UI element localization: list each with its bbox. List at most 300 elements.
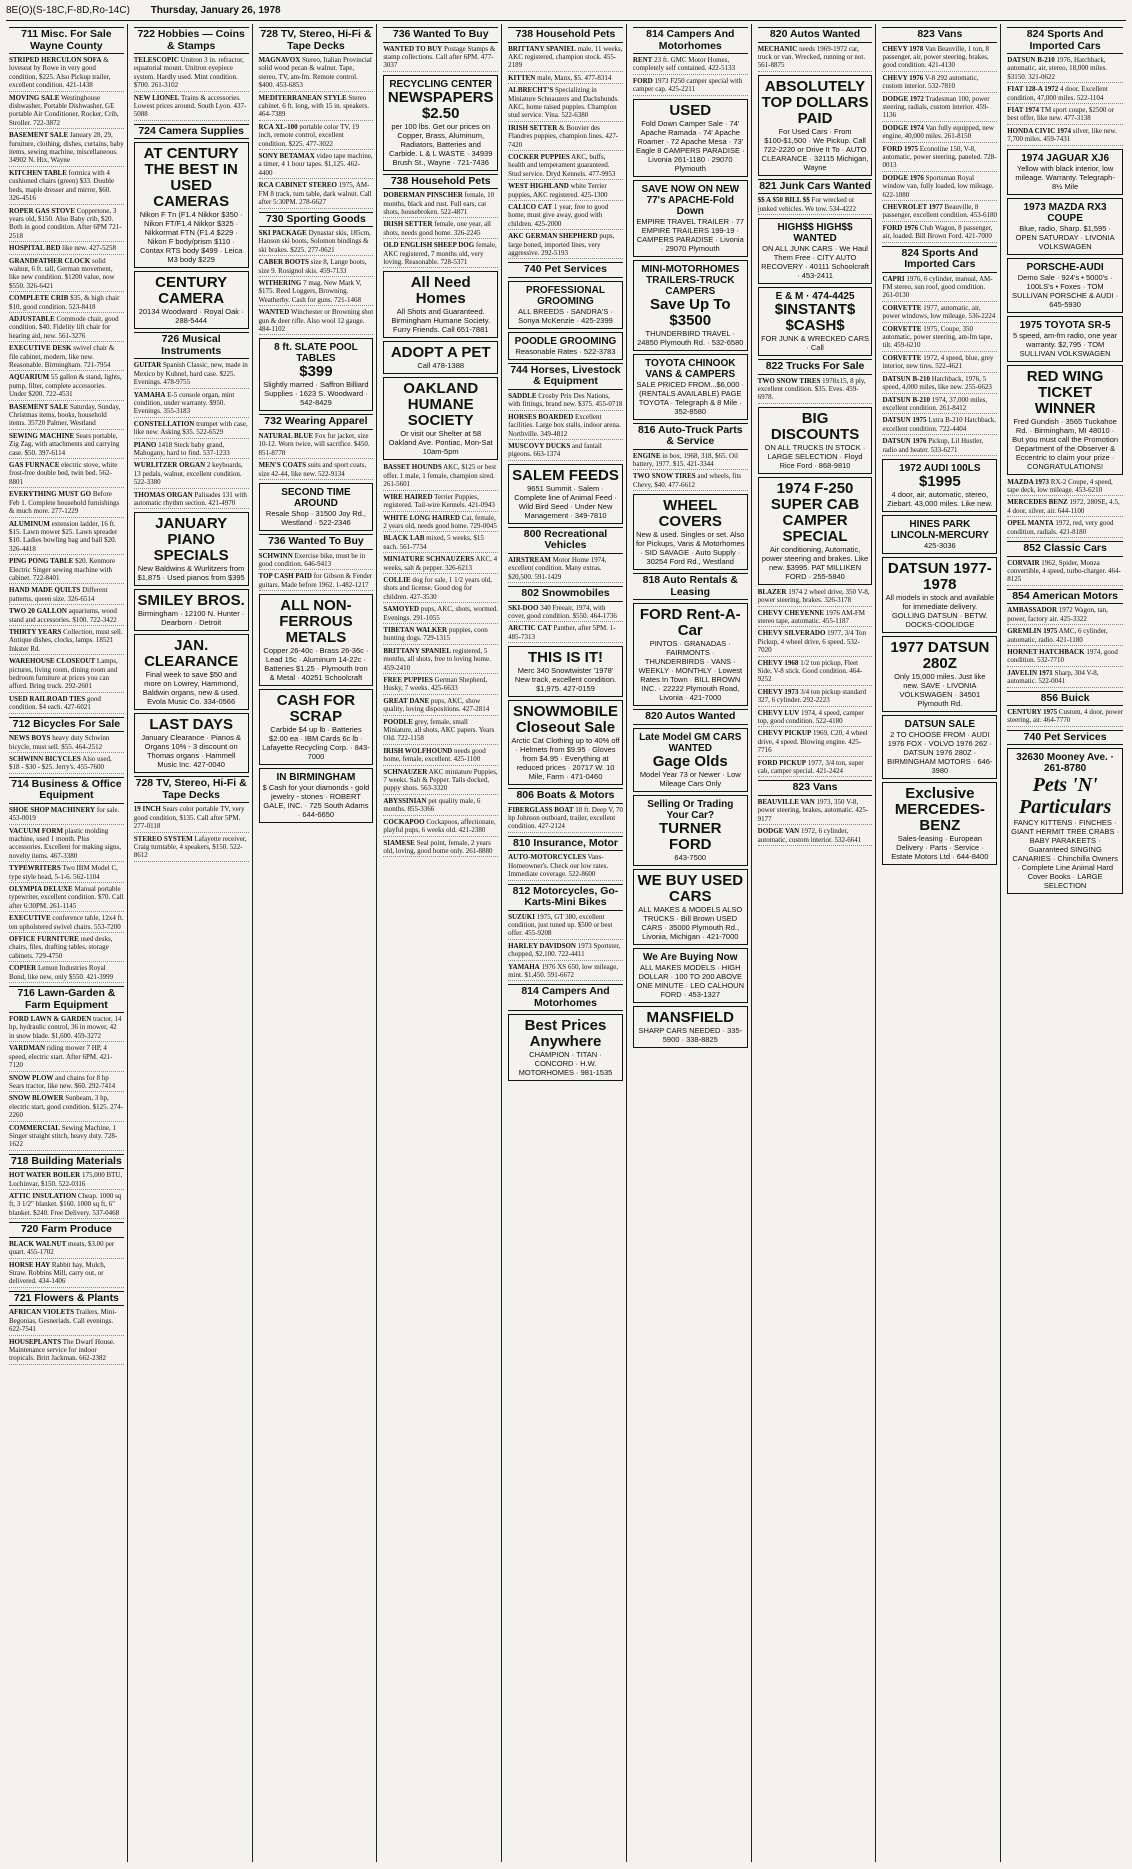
classified-ad (259, 56, 374, 92)
ad-title: KITTEN (508, 73, 536, 82)
ad-title: DATSUN B-210 (882, 374, 930, 383)
ad-title: $$ A $50 BILL $$ (757, 196, 810, 205)
ad-title: ADJUSTABLE (9, 314, 55, 323)
section-heading: 820 Autos Wanted (633, 709, 748, 725)
classified-ad (758, 759, 873, 778)
display-ad (134, 634, 249, 710)
classified-ad (508, 392, 623, 411)
classified-ad (1007, 127, 1123, 146)
display-ad-subhead: POODLE GROOMING (514, 335, 617, 347)
section-heading: 730 Sporting Goods (259, 212, 374, 228)
ad-title: FIAT 128-A 1972 (1007, 85, 1059, 94)
ad-text: 23 ft. GMC Motor Homes, completely self contained. 422-5133 (632, 56, 736, 73)
ad-text: Fox fur jacket, size 10-12. Worn twice, will sacrifice. $450. 851-8778 (258, 431, 370, 457)
ad-title: HOT WATER BOILER (9, 1171, 81, 1180)
ad-text: Westinghouse dishwasher, Portable Dishwasher, GE portable Air Conditioner, Rocker, Crib, Stroller. 722-3872 (9, 93, 119, 127)
display-ad (633, 1006, 748, 1048)
classified-ad (383, 626, 498, 645)
ad-text: heavy duty Schwinn bicycle, must sell. $55. 464-2512 (9, 734, 110, 751)
display-ad-subhead: DATSUN SALE (904, 718, 976, 730)
ad-title: TOP CASH PAID (258, 572, 312, 581)
classified-ad (882, 203, 997, 222)
ad-title: IRISH SETTER (383, 220, 433, 229)
ad-text: Sunbeam, 3 hp, electric start, good condition. $125. 274-2260 (9, 1094, 123, 1120)
classified-ad (508, 942, 623, 961)
classified-ad (1007, 56, 1123, 83)
classified-ad (259, 461, 374, 480)
classified-ad (259, 432, 374, 459)
ad-text: conference table, 12x4 ft. ten upholstered swivel chairs. 553-7200 (9, 914, 124, 931)
classified-ad (383, 493, 498, 512)
ad-title: OFFICE FURNITURE (9, 935, 79, 944)
ad-title: KITCHEN TABLE (9, 168, 67, 177)
ad-title: MERCEDES BENZ (1007, 498, 1068, 507)
ad-title: TIBETAN WALKER (383, 625, 448, 634)
display-ad (508, 646, 623, 697)
display-ad-subhead: HINES PARK LINCOLN-MERCURY (890, 518, 989, 541)
ad-text: 1/2 ton pickup, Fleet Side, V-8 stick. Good condition. 464-9252 (757, 658, 863, 684)
ad-text: Pickup, Lil Hustler, radio and heater. 533-6271 (882, 437, 984, 454)
ad-title: YAMAHA (133, 390, 166, 399)
ad-title: HOUSEPLANTS (9, 1337, 62, 1346)
ad-text: Before Feb 1. Complete household furnishings & much more. 277-1229 (9, 490, 120, 516)
ad-text: 1975, Coupe, 350 automatic, power steering, am-fm tape, tilt. 459-6210 (882, 324, 993, 350)
ad-title: SHOE SHOP MACHINERY (9, 805, 96, 814)
ad-text: AKC, buffs, health and temperament guaranteed. Stud service. Dryd Kennels. 477-9953 (508, 152, 616, 178)
display-ad-body: For Used Cars · From $100-$1,500 · We Pickup. Call 722-2220 or Drive It To · AUTO CLEARANCE · 32115 Michigan, Wayne (761, 126, 869, 172)
ad-title: DODGE 1976 (882, 173, 924, 182)
ad-title: NEW LIONEL (133, 93, 180, 102)
section-heading: 856 Buick (1007, 691, 1123, 707)
classified-ad (383, 220, 498, 239)
section-heading: 722 Hobbies — Coins & Stamps (134, 27, 249, 54)
ad-text: used desks, chairs, files, drafting tables, storage cabinets. 729-4750 (9, 935, 113, 960)
classified-ad (383, 839, 498, 858)
display-ad (633, 795, 748, 866)
ad-text: Cheap. 1000 sq ft, 3 1/2" blanket. $160. 1000 sq ft, 6" blanket. $240. Free Delivery. 537-0468 (9, 1192, 122, 1217)
ad-text: male, 11 weeks, AKC registered, champion stock. 455-2189 (508, 44, 623, 70)
classified-ad (259, 123, 374, 150)
ad-text: Panther, after 5PM. 1-485-7313 (508, 624, 616, 641)
display-ad (633, 354, 748, 420)
ad-title: DOBERMAN PINSCHER (383, 191, 463, 200)
classified-ad (758, 196, 873, 215)
ad-title: DODGE 1974 (882, 123, 924, 132)
ad-title: CABER BOOTS (258, 258, 309, 267)
display-ad-body: ON ALL JUNK CARS · We Haul Them Free · CITY AUTO RECOVERY · 40111 Schoolcraft · 453-2411 (761, 244, 869, 281)
ad-text: Coppertone, 3 years old, $150. Also Baby crib, $20. Both in good condition. After 6PM 721-2518 (9, 206, 122, 240)
section-heading: 818 Auto Rentals & Leasing (633, 573, 748, 600)
ad-text: puppies, coon hunting dogs. 729-1315 (383, 625, 488, 643)
section-heading: 852 Classic Cars (1007, 541, 1123, 557)
display-ad-body: New Baldwins & Wurlitzers from $1,875 · Used pianos from $395 (137, 564, 245, 583)
classified-ad (9, 1044, 124, 1071)
display-ad (1007, 258, 1123, 313)
ad-text: Sewing Machine, 1 Singer straight stitch, heavy duty. 728-1622 (9, 1123, 118, 1149)
classified-ad (9, 403, 124, 430)
ad-title: SADDLE (508, 391, 537, 400)
display-ad-body: EMPIRE TRAVEL TRAILER · 77 EMPIRE TRAILERS 199-19 · CAMPERS PARADISE · Livonia · 29070 Plymouth (636, 216, 745, 253)
section-heading: 816 Auto-Truck Parts & Service (633, 423, 748, 450)
display-ad-body: ALL MAKES & MODELS ALSO TRUCKS · Bill Brown USED CARS · 35000 Plymouth Rd., Livonia, Michigan · 421-7000 (638, 904, 743, 941)
classified-ad (134, 56, 249, 92)
ad-text: Stereo cabinet. 6 ft. long, with 15 in. speakers. 464-7389 (258, 93, 369, 119)
classified-ad (758, 798, 873, 825)
section-heading: 718 Building Materials (9, 1154, 124, 1170)
ad-title: ATTIC INSULATION (9, 1192, 77, 1201)
ad-title: AQUARIUM (9, 373, 50, 382)
classified-ad (758, 659, 873, 686)
ad-title: TELESCOPIC (133, 56, 179, 64)
classified-column (505, 24, 627, 1862)
classified-ad (9, 1240, 124, 1259)
display-ad (383, 271, 498, 338)
classified-ad (9, 1338, 124, 1365)
display-ad-subhead: We Are Buying Now (643, 951, 738, 963)
ad-title: TWO SNOW TIRES (632, 472, 696, 481)
classified-ad (1007, 708, 1123, 727)
display-ad-headline: WHEEL COVERS (658, 497, 722, 531)
display-ad (383, 75, 498, 171)
display-ad (882, 557, 997, 633)
ad-title: FIBERGLASS BOAT (508, 805, 574, 814)
ad-text: 1972, 280SE, 4.5, 4 door, silver, air. 644-1100 (1007, 498, 1120, 515)
display-ad-headline: RED WING TICKET WINNER (1026, 367, 1104, 417)
ad-text: 55 gallon & stand, lights, pump, filter, complete accessories. Under $200. 722-4531 (9, 373, 122, 399)
classified-ad (9, 461, 124, 488)
classified-ad (882, 124, 997, 143)
display-ad-subhead: PROFESSIONAL GROOMING (526, 284, 605, 307)
display-ad-body: Call 478-1388 (417, 361, 465, 371)
classified-ad (9, 1015, 124, 1042)
display-ad-headline: FORD Rent-A-Car (639, 606, 741, 640)
classified-ad (383, 697, 498, 716)
ad-text: German Shepherd, Husky, 7 weeks. 425-6633 (383, 676, 488, 693)
classified-ad (758, 688, 873, 707)
display-ad (633, 948, 748, 1003)
ad-text: 1418 Steck baby grand, Mahogany, hard to find. 537-1233 (133, 440, 230, 457)
ad-text: 1976, 6 cylinder, manual, AM-FM stereo, sun roof, good condition. 261-0130 (882, 274, 993, 300)
ad-title: MAGNAVOX (258, 56, 301, 64)
classified-ad (508, 153, 623, 180)
ad-title: TYPEWRITERS (9, 864, 61, 873)
ad-text: 1972, 6 cylinder, automatic, custom interior. 532-6641 (757, 827, 862, 844)
display-ad (633, 99, 748, 177)
display-ad (508, 1014, 623, 1081)
ad-title: FORD (632, 76, 653, 85)
ad-text: needs good home, female, excellent. 425-1100 (383, 746, 486, 764)
classified-ad (882, 174, 997, 201)
display-ad (633, 869, 748, 945)
ad-text: Lamps, pictures, living room, dining room and bedroom furniture at prices you can afford. Bring truck. 292-2601 (9, 657, 118, 691)
ad-title: SNOW BLOWER (9, 1094, 64, 1103)
ad-text: Postage Stamps & stamp collections. Call after 6PM. 477-3037 (383, 44, 496, 70)
ad-text: 3/4 ton pickup standard 327, 6 cylinder. 292-2223 (757, 687, 867, 705)
ad-text: needs 1969-1972 car, truck or van. Wrecked, running or not. 561-8875 (757, 44, 866, 70)
classified-ad (1007, 606, 1123, 625)
ad-text: 1974 2 wheel drive, 350 V-8, power steering, brakes. 326-3178 (757, 587, 870, 605)
display-ad-body: Sales-leasing · European Delivery · Parts · Service · Estate Motors Ltd · 644-8400 (891, 833, 989, 861)
classified-ad (383, 718, 498, 745)
display-ad-body: Model Year 73 or Newer · Low Mileage Cars Only (639, 769, 741, 788)
classified-ad (383, 45, 498, 72)
display-ad-body: Blue, radio, Sharp. $1,595 · OPEN SATURDAY · LIVONIA VOLKSWAGEN (1015, 223, 1115, 251)
display-ad-subhead: SECOND TIME AROUND (281, 487, 351, 509)
display-ad-headline: ALL NON-FERROUS METALS (279, 597, 353, 647)
classified-ad (1007, 559, 1123, 586)
ad-text: Palisades 131 with automatic rhythm section. 421-4970 (133, 490, 247, 508)
display-ad-headline: All Need Homes (410, 274, 471, 308)
display-ad (259, 594, 374, 686)
classified-ad (383, 534, 498, 553)
section-heading: 721 Flowers & Plants (9, 1291, 124, 1307)
section-heading: 814 Campers And Motorhomes (508, 984, 623, 1011)
ad-text: and wheels, fits Chevy, $40. 477-6612 (632, 472, 742, 489)
ad-text: 1972 Wagon, tan, power, factory air. 425-3322 (1007, 606, 1108, 623)
ad-title: GREMLIN 1975 (1007, 627, 1058, 636)
ad-text: plastic molding machine, used 1 month. Plus accessories. Excellent for making signs, novelty items. 467-3380 (9, 826, 121, 860)
ad-title: BEAUVILLE VAN (757, 797, 815, 806)
classified-ad (882, 437, 997, 456)
display-ad-subhead: SAVE NOW ON NEW 77's APACHE-Fold Down (641, 183, 740, 217)
display-ad-subhead: PORSCHE-AUDI (1026, 261, 1104, 273)
ad-text: pups, large boned, imported lines, very aggressive. 292-5193 (508, 232, 615, 258)
display-ad (134, 512, 249, 586)
ad-title: CORVETTE (882, 303, 922, 312)
classified-ad (134, 420, 249, 439)
display-ad-headline: LAST DAYS (149, 716, 233, 734)
ad-title: CHEVY CHEYENNE (757, 608, 825, 617)
display-ad-body: 9651 Summit · Salem · Complete line of Animal Feed · Wild Bird Seed · Under New Management · 349-7810 (514, 483, 617, 520)
display-ad-body: Air conditioning, Automatic, power steering and brakes. Like new. $3995. PAT MILLIKEN FORD · 255-5840 (761, 544, 869, 581)
masthead (6, 4, 1126, 21)
classified-ad (259, 181, 374, 208)
ad-title: HONDA CIVIC 1974 (1007, 126, 1072, 135)
display-ad (633, 728, 748, 792)
classified-ad (9, 94, 124, 130)
classified-ad (383, 676, 498, 695)
ad-text: Custom, 4 door, power steering, air. 464-7770 (1007, 708, 1123, 725)
display-ad-body: FOR JUNK & WRECKED CARS · Call (761, 334, 870, 353)
display-ad (758, 407, 873, 474)
classified-ad (259, 152, 374, 179)
classified-ad (1007, 669, 1123, 688)
ad-title: FORD 1976 (882, 223, 919, 232)
display-ad (633, 180, 748, 257)
display-ad-body: Merc 340 Snowtwister '1978' New track, excellent condition. $1,975. 427-0159 (514, 666, 617, 694)
section-heading: 806 Boats & Motors (508, 788, 623, 804)
ad-title: FORD PICKUP (757, 758, 807, 767)
ad-title: COMPLETE CRIB (9, 294, 69, 303)
ad-title: NATURAL BLUE (258, 431, 314, 440)
ad-text: silver, like new. 7,700 miles. 459-7431 (1007, 126, 1117, 144)
ad-title: SONY BETAMAX (258, 152, 315, 161)
ad-title: FIAT 1974 (1007, 106, 1040, 115)
section-heading: 728 TV, Stereo, Hi-Fi & Tape Decks (134, 776, 249, 803)
classified-ad (9, 755, 124, 774)
classified-ad (383, 463, 498, 490)
ad-title: CHEVY 1978 (882, 44, 924, 53)
section-heading: 824 Sports And Imported Cars (1007, 27, 1123, 54)
ad-text: suits and sport coats, size 42-44, like new. 522-9134 (258, 461, 367, 478)
display-ad-subhead: MINI-MOTORHOMES TRAILERS-TRUCK CAMPERS (641, 263, 740, 297)
classified-ad (9, 344, 124, 371)
classified-ad (1007, 498, 1123, 517)
ad-text: aquariums, wood stand and accessories. $100. 722-3422 (9, 607, 117, 624)
classified-ad (758, 629, 873, 656)
ad-text: portable color TV, 19 inch, remote control, excellent condition. $225. 477-3022 (258, 122, 360, 148)
display-ad (1007, 365, 1123, 475)
ad-title: CHEVROLET 1977 (882, 203, 943, 211)
ad-title: HORSES BOARDED (508, 412, 574, 421)
section-heading: 822 Trucks For Sale (758, 359, 873, 375)
classified-ad (508, 604, 623, 623)
ad-title: WAREHOUSE CLOSEOUT (9, 657, 96, 666)
display-ad-body: FANCY KITTENS · FINCHES · GIANT HERMIT TREE CRABS · BABY PARAKEETS · Guaranteed SINGING CANARIES · Chinchilla Owners · Complete Line Animal Hard Cover Books · LARGE SELECTION (1011, 818, 1120, 891)
ad-title: CORVETTE (882, 324, 922, 333)
display-ad-headline: 1977 DATSUN 280Z (890, 638, 990, 672)
classified-ad (134, 94, 249, 121)
display-ad-body: PINTOS · GRANADAS · FAIRMONTS · THUNDERBIRDS · VANS · WEEKLY · MONTHLY · Lowest Rates In Town · BILL BROWN INC. · 22222 Plymouth Road, Livonia · 421-7000 (638, 639, 743, 703)
section-heading: 820 Autos Wanted (758, 27, 873, 43)
display-ad-subhead: 1973 MAZDA RX3 COUPE (1023, 201, 1107, 224)
display-ad (758, 218, 873, 284)
ad-title: SKI-DOO (508, 603, 539, 612)
ad-text: Rabbit hay, Mulch, Straw. Robbins Mill, carry out, or delivered. 434-1406 (9, 1260, 106, 1286)
display-ad-headline: NEWSPAPERS $2.50 (387, 88, 494, 122)
ad-title: OPEL MANTA (1007, 519, 1054, 528)
ad-title: HAND MADE QUILTS (9, 586, 81, 595)
display-ad-subhead: Selling Or Trading Your Car? (647, 798, 734, 821)
ad-text: 1973 F250 camper special with camper cap. 425-2211 (632, 76, 743, 94)
classified-ad (9, 628, 124, 655)
classified-ad (134, 835, 249, 862)
display-ad-subhead: 1975 TOYOTA SR-5 (1019, 319, 1111, 331)
display-ad (882, 782, 997, 865)
section-heading: 823 Vans (882, 27, 997, 43)
ad-title: WEST HIGHLAND (508, 182, 569, 191)
ad-text: Crosby Prix Des Nations, with fittings, brand new. $375. 455-0718 (508, 391, 623, 409)
ad-title: NEWS BOYS (9, 734, 51, 743)
ad-text: Manual portable typewriter, excellent condition. $70. Call after 6:30PM. 261-1145 (9, 885, 124, 910)
ad-title: MINIATURE SCHNAUZERS (383, 555, 475, 564)
ad-text: Van Beauville, 1 ton, 8 passenger, air, power steering, brakes, good condition. 421-4130 (882, 44, 989, 70)
ad-title: IRISH SETTER (508, 123, 558, 132)
display-ad-headline: JAN. CLEARANCE (144, 637, 239, 671)
display-ad-body: SHARP CARS NEEDED · 335-5900 · 338-8825 (638, 1025, 743, 1044)
display-ad-headline: DATSUN 1977-1978 (887, 559, 992, 593)
display-ad-body: 20134 Woodward · Royal Oak · 288-5444 (138, 307, 244, 326)
classified-ad (383, 768, 498, 795)
section-heading: 728 TV, Stereo, Hi-Fi & Tape Decks (259, 27, 374, 54)
display-ad-headline: JANUARY PIANO SPECIALS (153, 515, 229, 565)
ad-title: BASEMENT SALE (9, 402, 69, 411)
ad-text: Collection, must sell. Antique dishes, clocks, lamps. 18521 Inkster Rd. (9, 627, 123, 653)
display-ad-headline: THIS IS IT! (527, 649, 603, 667)
display-ad (633, 260, 748, 351)
ad-title: ENGINE (632, 451, 661, 460)
ad-text: Cat, female, 2 years old, needs good home. 729-0045 (383, 513, 497, 530)
ad-text: 4 door, Excellent condition, 47,000 miles. 522-1104 (1007, 85, 1108, 102)
classified-ad (1007, 648, 1123, 667)
display-ad-body: Reasonable Rates · 522-3783 (515, 346, 616, 356)
section-heading: 824 Sports And Imported Cars (882, 246, 997, 273)
display-ad (259, 338, 374, 411)
ad-text: TM sport coupe, $2500 or best offer, like new. 477-3138 (1007, 106, 1114, 123)
ad-text: Sears color portable TV, very good condition, $135. Call after 5PM. 277-0118 (133, 805, 245, 831)
classified-ad (882, 304, 997, 323)
classified-ad (259, 279, 374, 306)
ad-title: FORD LAWN & GARDEN (9, 1015, 92, 1024)
ad-title: WIRE HAIRED (383, 492, 433, 501)
display-ad-body: All models in stock and available for immediate delivery. GOLLING DATSUN · BETW. DOCKS-COOLIDGE (885, 592, 995, 629)
ad-text: pet quality male, 6 months. 855-3366 (383, 796, 481, 814)
display-ad-subhead: E & M · 474-4425 (775, 291, 855, 303)
issue-date: Thursday, January 26, 1978 (150, 5, 281, 16)
classified-ad (882, 74, 997, 93)
ad-text: 1976 AM-FM stereo tape, automatic. 455-1187 (757, 608, 865, 625)
display-ad (1007, 149, 1123, 195)
display-ad-body: 643-7500 (674, 852, 707, 862)
display-ad-body: 2 TO CHOOSE FROM · AUDI 1976 FOX · VOLVO 1976 262 · DATSUN 1976 280Z · BIRMINGHAM MOTORS · 646-3980 (887, 729, 993, 775)
ad-title: BLACK LAB (383, 534, 425, 543)
classified-ad (1007, 106, 1123, 125)
ad-text: AKC miniature Puppies, 7 weeks. Salt & Pepper. Tails docked, puppy shots. 563-3320 (383, 767, 498, 793)
display-ad-headline: CASH FOR SCRAP (276, 692, 356, 726)
classified-ad (9, 169, 124, 205)
display-ad-headline: USED (669, 101, 712, 119)
ad-text: Exercise bike, must be in good condition. 646-9413 (258, 551, 366, 568)
display-ad-body: Carbide $4 up lb · Batteries $2.00 ea · IBM Cards 6c lb · Lafayette Recycling Corp. · 843-7000 (262, 725, 370, 762)
ad-title: BLACK WALNUT (9, 1239, 67, 1248)
display-ad-headline: WE BUY USED CARS (637, 871, 744, 905)
display-ad-subhead: Late Model GM CARS WANTED (639, 731, 742, 754)
ad-title: SKI PACKAGE (258, 229, 307, 237)
section-heading: 736 Wanted To Buy (259, 534, 374, 550)
display-ad (758, 75, 873, 176)
ad-title: THIRTY YEARS (9, 627, 62, 636)
display-ad (882, 715, 997, 779)
ad-title: BLAZER (757, 587, 787, 596)
ad-title: MAZDA 1973 (1007, 477, 1050, 486)
classified-ad (508, 624, 623, 643)
ad-title: CHEVY 1976 (882, 73, 924, 82)
ad-text: pups, AKC, show quality, loving dispositions. 427-2814 (383, 696, 490, 714)
ad-text: 2 keyboards, 13 pedals, walnut, excellent condition. 522-3380 (133, 461, 243, 487)
display-ad-headline: Exclusive MERCEDES-BENZ (894, 784, 985, 834)
classified-ad (508, 853, 623, 880)
display-ad-headline: Gage Olds (652, 752, 728, 770)
ad-title: SIAMESE (383, 838, 415, 847)
ad-title: BRITTANY SPANIEL (508, 44, 576, 53)
ad-title: SEWING MACHINE (9, 431, 75, 440)
display-ad-subhead: TOYOTA CHINOOK VANS & CAMPERS (645, 357, 736, 380)
classified-ad (9, 557, 124, 584)
ad-text: mixed, 5 weeks, $15 each. 561-7734 (383, 534, 484, 551)
classified-ad (9, 885, 124, 912)
ad-title: IRISH WOLFHOUND (383, 746, 453, 755)
ad-title: DODGE 1972 (882, 94, 924, 103)
ad-title: SAMOYED (383, 605, 420, 614)
ad-title: DATSUN 1976 (882, 437, 927, 446)
section-heading: 714 Business & Office Equipment (9, 777, 124, 804)
classified-column (630, 24, 752, 1862)
ad-text: $20. Kenmore Electric Singer sewing machine with cabinet. 722-8401 (9, 557, 116, 582)
ad-text: Saturday, Sunday, Christmas items, books, household items. 35720 Palmer, Westland (9, 402, 121, 428)
classified-ad (9, 657, 124, 693)
section-heading: 711 Misc. For Sale Wayne County (9, 27, 124, 54)
ad-text: female, AKC registered, 7 months old, very loving. Reasonable. 728-5371 (383, 241, 497, 267)
